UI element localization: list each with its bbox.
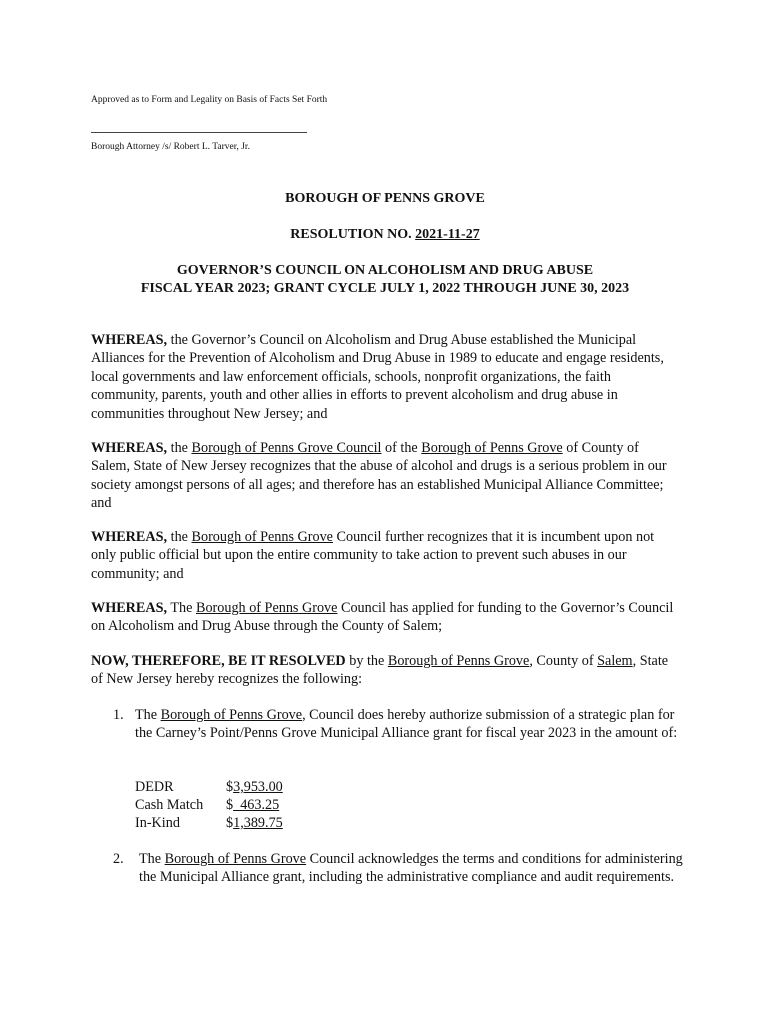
borough-name: Borough of Penns Grove <box>160 707 303 723</box>
borough-name: Borough of Penns Grove <box>191 529 333 545</box>
whereas-lead: WHEREAS, <box>91 332 168 348</box>
paragraph-text: of County of Salem, State of New Jersey recognizes that the abuse of alcohol and drugs is a serious problem in our society amongst persons of all ages; and therefore has an established Municipal Alliance Committee; and <box>91 440 667 512</box>
paragraph-text: the <box>167 440 192 456</box>
amount-label: DEDR <box>135 779 174 795</box>
item-text: , Council does hereby authorize submission of a strategic plan for the Carney’s Point/Penns Grove Municipal Alliance grant for fiscal year 2023 in the amount of: <box>135 707 678 742</box>
whereas-paragraph-2 <box>91 439 681 513</box>
borough-name: Borough of Penns Grove <box>195 600 338 616</box>
whereas-lead: WHEREAS, <box>91 600 168 616</box>
amount-value: $1,389.75 <box>226 815 283 831</box>
resolved-paragraph <box>91 652 681 689</box>
attorney-signature: Borough Attorney /s/ Robert L. Tarver, Jr. <box>91 142 250 152</box>
resolution-number: 2021-11-27 <box>415 227 480 242</box>
whereas-lead: WHEREAS, <box>91 440 168 456</box>
title-line-2: FISCAL YEAR 2023; GRANT CYCLE JULY 1, 2022 THROUGH JUNE 30, 2023 <box>140 281 630 296</box>
paragraph-text: , County of <box>529 653 598 669</box>
amount-value: $ 463.25 <box>226 797 280 813</box>
whereas-paragraph-1 <box>91 331 681 423</box>
amount-label: In-Kind <box>135 815 180 831</box>
whereas-lead: WHEREAS, <box>91 529 168 545</box>
list-item-2 <box>139 850 685 887</box>
borough-heading: BOROUGH OF PENNS GROVE <box>285 191 485 206</box>
item-text: The <box>139 851 165 867</box>
list-item-1 <box>135 706 685 743</box>
paragraph-text: by the <box>345 653 388 669</box>
paragraph-text: Council has applied for funding to the Governor’s Council on Alcoholism and Drug Abuse through the County of Salem; <box>91 600 674 635</box>
item-text: Council acknowledges the terms and conditions for administering the Municipal Alliance grant, including the administrative compliance and audit requirements. <box>139 851 683 886</box>
paragraph-text: , State of New Jersey hereby recognizes the following: <box>91 653 669 688</box>
resolution-heading <box>0 226 770 244</box>
amount-value: $3,953.00 <box>226 779 283 795</box>
paragraph-text: of the <box>381 440 422 456</box>
resolved-lead: NOW, THEREFORE, BE IT RESOLVED <box>91 653 346 669</box>
borough-council-name: Borough of Penns Grove Council <box>191 440 382 456</box>
paragraph-text: Council further recognizes that it is incumbent upon not only public official but upon the entire community to take action to prevent such abuses in our community; and <box>91 529 655 582</box>
borough-name: Borough of Penns Grove <box>164 851 307 867</box>
whereas-paragraph-4 <box>91 599 681 636</box>
item-number-2: 2. <box>113 851 124 867</box>
whereas-paragraph-3 <box>91 528 681 583</box>
item-number-1: 1. <box>113 707 124 723</box>
borough-name: Borough of Penns Grove <box>421 440 563 456</box>
title-line-1: GOVERNOR’S COUNCIL ON ALCOHOLISM AND DRUG ABUSE <box>176 263 594 278</box>
approval-line: Approved as to Form and Legality on Basis of Facts Set Forth <box>91 95 328 105</box>
amount-label: Cash Match <box>135 797 204 813</box>
paragraph-text: the Governor’s Council on Alcoholism and Drug Abuse established the Municipal Alliances for the Prevention of Alcoholism and Drug Abuse in 1989 to educate and engage residents, local governments and law enforcement officials, schools, nonprofit organizations, the faith community, parents, youth and other allies in efforts to prevent alcoholism and drug abuse in communities throughout New Jersey; and <box>91 332 664 422</box>
county-name: Salem <box>597 653 633 669</box>
borough-name: Borough of Penns Grove <box>387 653 530 669</box>
paragraph-text: The <box>167 600 196 616</box>
resolution-prefix: RESOLUTION NO. <box>290 227 416 242</box>
item-text: The <box>135 707 161 723</box>
signature-line <box>91 132 307 133</box>
paragraph-text: the <box>167 529 192 545</box>
